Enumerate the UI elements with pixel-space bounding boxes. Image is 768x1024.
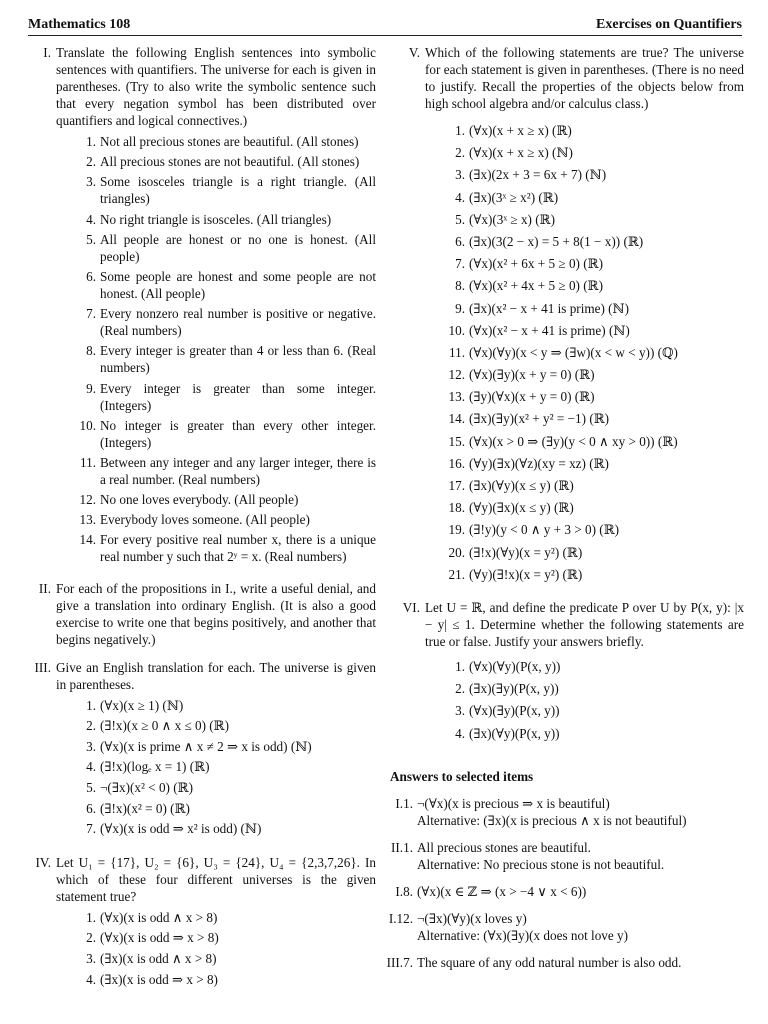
item-text: ¬(∃x)(x² < 0) (ℝ) xyxy=(100,780,193,795)
section-i xyxy=(26,44,376,569)
item-number: 20. xyxy=(448,544,465,560)
list-item xyxy=(56,173,376,207)
section-iii-list xyxy=(56,697,376,838)
list-item xyxy=(56,211,376,228)
item-number: 10. xyxy=(448,322,465,338)
list-item xyxy=(425,211,744,228)
section-iv xyxy=(26,854,376,991)
list-item xyxy=(425,277,744,294)
item-number: 1. xyxy=(86,134,96,149)
answer-alternative: Alternative: (∀x)(∃y)(x does not love y) xyxy=(417,927,629,943)
section-number: III. xyxy=(34,659,51,675)
section-iii xyxy=(26,659,376,841)
item-number: 12. xyxy=(448,367,465,383)
list-item xyxy=(425,388,744,405)
item-number: 4. xyxy=(455,189,465,205)
section-intro: Translate the following English sentences into symbolic sentences with quantifiers. The universe for each is given in parentheses. (Try to also write the symbolic sentence such that every negation symbol has been distributed over quantifiers and logical connectives.) xyxy=(56,45,376,128)
item-text: (∀x)(∀y)(P(x, y)) xyxy=(469,658,561,674)
item-number: 8. xyxy=(86,343,96,359)
item-number: 3. xyxy=(455,703,465,719)
list-item xyxy=(56,531,376,565)
section-vi xyxy=(386,599,744,747)
section-number: II. xyxy=(38,580,51,596)
item-text: (∃x)(∃y)(P(x, y)) xyxy=(469,681,559,697)
item-number: 13. xyxy=(448,389,465,405)
list-item xyxy=(425,680,744,697)
item-text: Not all precious stones are beautiful. (All stones) xyxy=(100,134,359,149)
section-vi-list xyxy=(425,658,744,742)
answer-item xyxy=(386,910,744,944)
list-item xyxy=(425,344,744,361)
section-i-list xyxy=(56,133,376,565)
item-text: (∀x)(∀y)(x < y ⇒ (∃w)(x < w < y)) (ℚ) xyxy=(469,344,678,360)
item-text: (∀x)(∃y)(P(x, y)) xyxy=(469,703,560,719)
list-item xyxy=(425,366,744,383)
section-intro: Which of the following statements are true? The universe for each statement is given in parentheses. (There is no need to justify. Recall the properties of the objects below from high school algebra and/or calculus class.) xyxy=(425,45,744,111)
list-item xyxy=(425,455,744,472)
list-item xyxy=(56,820,376,837)
item-text: Every integer is greater than some integer. (Integers) xyxy=(100,380,376,413)
answer-text: The square of any odd natural number is also odd. xyxy=(417,954,682,970)
list-item xyxy=(425,433,744,450)
item-number: 4. xyxy=(455,725,465,741)
list-item xyxy=(56,268,376,302)
list-item xyxy=(56,800,376,817)
item-text: (∃x)(x is odd ∧ x > 8) xyxy=(100,950,217,966)
item-text: (∃x)(x is odd ⇒ x > 8) xyxy=(100,971,218,987)
list-item xyxy=(56,950,376,967)
list-item xyxy=(56,758,376,775)
item-text: All precious stones are not beautiful. (All stones) xyxy=(100,154,360,170)
item-text: (∀x)(∃y)(x + y = 0) (ℝ) xyxy=(469,367,595,383)
item-text: (∀x)(3ˣ ≥ x) (ℝ) xyxy=(469,211,555,227)
section-v-list xyxy=(425,122,744,583)
item-text: (∀y)(∃x)(∀z)(xy = xz) (ℝ) xyxy=(469,455,609,471)
item-text: (∀y)(∃x)(x ≤ y) (ℝ) xyxy=(469,500,574,516)
answer-text: ¬(∃x)(∀y)(x loves y) xyxy=(417,910,527,926)
item-text: (∀x)(x² + 4x + 5 ≥ 0) (ℝ) xyxy=(469,278,603,294)
list-item xyxy=(56,511,376,528)
item-number: 9. xyxy=(86,380,96,396)
list-item xyxy=(56,153,376,170)
answer-text: All precious stones are beautiful. xyxy=(417,839,591,855)
section-v xyxy=(386,44,744,588)
item-text: (∀x)(x is odd ⇒ x² is odd) (ℕ) xyxy=(100,821,262,837)
item-number: 5. xyxy=(455,211,465,227)
section-number: VI. xyxy=(402,599,420,615)
item-number: 1. xyxy=(455,658,465,674)
item-number: 6. xyxy=(455,233,465,249)
list-item xyxy=(425,521,744,538)
item-text: (∃x)(∃y)(x² + y² = −1) (ℝ) xyxy=(469,411,610,427)
answer-item xyxy=(386,883,744,900)
item-number: 5. xyxy=(86,780,96,795)
section-intro: Let U₁ = {17}, U₂ = {6}, U₃ = {24}, U₄ = {2,3,7,26}. In which of these four different universes is the given statement true? xyxy=(56,854,376,904)
list-item xyxy=(56,697,376,714)
item-number: 7. xyxy=(455,256,465,272)
list-item xyxy=(56,305,376,339)
list-item xyxy=(425,189,744,206)
item-text: (∃!x)(logₑ x = 1) (ℝ) xyxy=(100,759,210,775)
list-item xyxy=(425,658,744,675)
item-text: (∃!x)(∀y)(x = y²) (ℝ) xyxy=(469,544,583,560)
item-number: 10. xyxy=(79,417,96,433)
list-item xyxy=(56,738,376,755)
section-intro: Give an English translation for each. The universe is given in parentheses. xyxy=(56,659,376,692)
item-text: (∃y)(∀x)(x + y = 0) (ℝ) xyxy=(469,389,595,405)
item-text: For every positive real number x, there is a unique real number y such that 2ʸ = x. (Real numbers) xyxy=(100,532,376,565)
list-item xyxy=(56,909,376,926)
item-number: 11. xyxy=(80,454,96,470)
list-item xyxy=(425,702,744,719)
item-number: 4. xyxy=(86,211,96,227)
section-number: IV. xyxy=(35,854,51,870)
item-number: 8. xyxy=(455,278,465,294)
item-text: (∃x)(x² − x + 41 is prime) (ℕ) xyxy=(469,300,629,316)
item-number: 14. xyxy=(79,532,96,548)
item-number: 1. xyxy=(86,697,96,713)
answers-heading: Answers to selected items xyxy=(390,768,534,784)
list-item xyxy=(56,454,376,488)
list-item xyxy=(56,417,376,451)
list-item xyxy=(56,342,376,376)
item-text: Every integer is greater than 4 or less than 6. (Real numbers) xyxy=(100,343,376,376)
item-text: Everybody loves someone. (All people) xyxy=(100,512,310,528)
list-item xyxy=(56,231,376,265)
item-text: (∀x)(x is odd ∧ x > 8) xyxy=(100,909,218,925)
answer-text: ¬(∀x)(x is precious ⇒ x is beautiful) xyxy=(417,795,610,811)
item-text: (∀x)(x² − x + 41 is prime) (ℕ) xyxy=(469,322,630,338)
page-header xyxy=(28,17,742,36)
section-number: V. xyxy=(408,45,420,60)
item-text: (∀x)(x² + 6x + 5 ≥ 0) (ℝ) xyxy=(469,256,603,272)
list-item xyxy=(56,133,376,150)
item-number: 19. xyxy=(448,522,465,538)
item-text: (∃x)(2x + 3 = 6x + 7) (ℕ) xyxy=(469,167,607,183)
item-text: All people are honest or no one is honest. (All people) xyxy=(100,231,376,264)
answer-item xyxy=(386,954,744,971)
section-ii xyxy=(26,580,376,648)
item-text: (∃x)(∀y)(x ≤ y) (ℝ) xyxy=(469,478,574,493)
right-column xyxy=(386,44,744,981)
item-text: No integer is greater than every other integer. (Integers) xyxy=(100,417,376,450)
answer-item xyxy=(386,839,744,873)
item-text: (∃!x)(x² = 0) (ℝ) xyxy=(100,800,190,816)
answer-label: II.1. xyxy=(391,839,413,855)
item-text: (∀x)(x > 0 ⇒ (∃y)(y < 0 ∧ xy > 0)) (ℝ) xyxy=(469,433,678,449)
item-text: No right triangle is isosceles. (All triangles) xyxy=(100,211,332,227)
item-text: (∀y)(∃!x)(x = y²) (ℝ) xyxy=(469,566,583,582)
section-iv-list xyxy=(56,909,376,988)
item-number: 5. xyxy=(86,231,96,247)
item-number: 2. xyxy=(86,154,96,170)
section-number: I. xyxy=(43,45,51,60)
section-intro: Let U = ℝ, and define the predicate P over U by P(x, y): |x − y| ≤ 1. Determine whether the following statements are true or false. Justify your answers briefly. xyxy=(425,599,744,649)
list-item xyxy=(425,144,744,161)
answer-text: (∀x)(x ∈ ℤ ⇒ (x > −4 ∨ x < 6)) xyxy=(417,883,587,899)
list-item xyxy=(56,971,376,988)
left-column xyxy=(26,44,376,994)
answer-alternative: Alternative: (∃x)(x is precious ∧ x is not beautiful) xyxy=(417,812,687,828)
item-number: 1. xyxy=(86,909,96,925)
list-item xyxy=(425,255,744,272)
item-number: 18. xyxy=(448,500,465,516)
list-item xyxy=(56,779,376,796)
item-number: 11. xyxy=(449,344,465,360)
answer-label: III.7. xyxy=(386,954,413,970)
list-item xyxy=(56,380,376,414)
item-text: No one loves everybody. (All people) xyxy=(100,492,299,508)
item-number: 3. xyxy=(86,738,96,754)
item-number: 2. xyxy=(455,145,465,161)
item-number: 4. xyxy=(86,971,96,987)
answer-label: I.1. xyxy=(395,795,413,811)
section-intro: For each of the propositions in I., write a useful denial, and give a translation into ordinary English. (It is also a good exercise to write one that begins positively, and another that begins negatively.) xyxy=(56,580,376,647)
item-number: 7. xyxy=(86,821,96,837)
list-item xyxy=(425,477,744,494)
item-number: 2. xyxy=(86,718,96,734)
item-text: (∃x)(∀y)(P(x, y)) xyxy=(469,725,560,741)
item-number: 2. xyxy=(455,681,465,697)
item-text: (∀x)(x is odd ⇒ x > 8) xyxy=(100,930,219,946)
item-text: (∃!x)(x ≥ 0 ∧ x ≤ 0) (ℝ) xyxy=(100,718,230,734)
item-number: 2. xyxy=(86,930,96,946)
answer-alternative: Alternative: No precious stone is not beautiful. xyxy=(417,856,665,872)
item-number: 13. xyxy=(79,512,96,528)
list-item xyxy=(425,410,744,427)
course-title: Mathematics 108 xyxy=(28,17,131,32)
item-text: (∀x)(x + x ≥ x) (ℝ) xyxy=(469,123,572,138)
item-number: 1. xyxy=(455,123,465,138)
answer-label: I.12. xyxy=(388,910,413,926)
item-text: (∀x)(x ≥ 1) (ℕ) xyxy=(100,697,184,713)
item-text: (∃!y)(y < 0 ∧ y + 3 > 0) (ℝ) xyxy=(469,522,620,538)
item-number: 9. xyxy=(455,300,465,316)
item-text: (∀x)(x is prime ∧ x ≠ 2 ⇒ x is odd) (ℕ) xyxy=(100,738,312,754)
item-number: 4. xyxy=(86,759,96,775)
list-item xyxy=(425,322,744,339)
item-number: 21. xyxy=(448,566,465,582)
item-number: 15. xyxy=(448,433,465,449)
item-text: Some isosceles triangle is a right triangle. (All triangles) xyxy=(100,174,376,207)
item-text: Every nonzero real number is positive or negative. (Real numbers) xyxy=(100,306,376,339)
list-item xyxy=(425,122,744,139)
item-text: (∃x)(3ˣ ≥ x²) (ℝ) xyxy=(469,189,559,205)
list-item xyxy=(425,166,744,183)
item-number: 7. xyxy=(86,306,96,322)
answers-list xyxy=(386,795,744,971)
item-number: 3. xyxy=(455,167,465,183)
list-item xyxy=(425,499,744,516)
worksheet-title: Exercises on Quantifiers xyxy=(596,17,742,32)
list-item xyxy=(425,233,744,250)
item-number: 6. xyxy=(86,268,96,284)
list-item xyxy=(425,300,744,317)
item-number: 12. xyxy=(79,492,96,508)
item-number: 14. xyxy=(448,411,465,427)
item-number: 6. xyxy=(86,800,96,816)
item-text: (∃x)(3(2 − x) = 5 + 8(1 − x)) (ℝ) xyxy=(469,233,644,249)
list-item xyxy=(425,725,744,742)
item-number: 17. xyxy=(448,478,465,493)
answer-item xyxy=(386,795,744,829)
item-number: 16. xyxy=(448,455,465,471)
list-item xyxy=(425,544,744,561)
item-text: (∀x)(x + x ≥ x) (ℕ) xyxy=(469,145,573,161)
list-item xyxy=(56,717,376,734)
answer-label: I.8. xyxy=(395,883,413,899)
item-number: 3. xyxy=(86,174,96,190)
item-text: Between any integer and any larger integer, there is a real number. (Real numbers) xyxy=(100,454,376,487)
list-item xyxy=(56,491,376,508)
list-item xyxy=(56,929,376,946)
item-text: Some people are honest and some people are not honest. (All people) xyxy=(100,268,376,301)
list-item xyxy=(425,566,744,583)
item-number: 3. xyxy=(86,950,96,966)
